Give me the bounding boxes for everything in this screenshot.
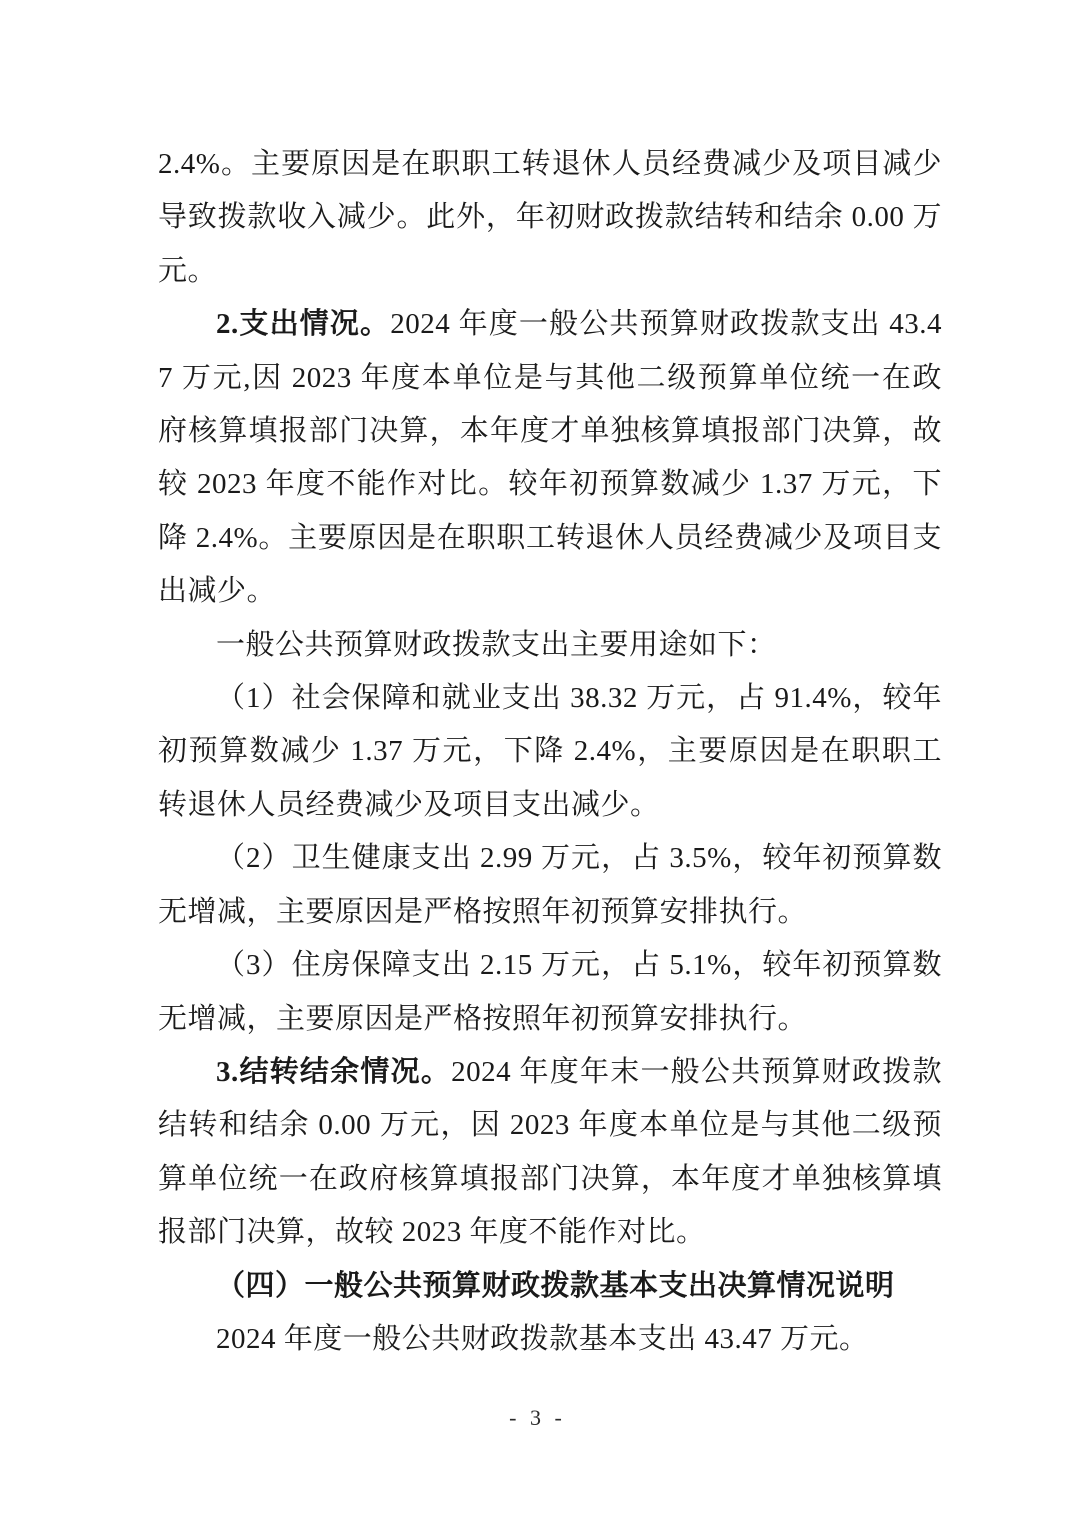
text-run: （3）住房保障支出 2.15 万元，占 5.1%，较年初预算数无增减，主要原因是严格按照年初预算安排执行。 [158,949,942,1035]
text-run: （2）卫生健康支出 2.99 万元，占 3.5%，较年初预算数无增减，主要原因是严格按照年初预算安排执行。 [158,842,942,928]
text-run: 2.4%。主要原因是在职职工转退休人员经费减少及项目减少导致拨款收入减少。此外，年初财政拨款结转和结余 0.00 万元。 [158,148,942,287]
text-run: 2024 年度年末一般公共预算财政拨款结转和结余 0.00 万元，因 2023 年度本单位是与其他二级预算单位统一在政府核算填报部门决算，本年度才单独核算填报部门决算，故较 2023 年度不能作对比。 [158,1055,942,1249]
paragraph [158,619,942,672]
paragraph [158,1313,942,1366]
paragraph [158,1260,942,1313]
text-run: 2024 年度一般公共预算财政拨款支出 43.47 万元,因 2023 年度本单位是与其他二级预算单位统一在政府核算填报部门决算，本年度才单独核算填报部门决算，故较 2023 年度不能作对比。较年初预算数减少 1.37 万元，下降 2.4%。主要原因是在职职工转退休人员经费减少及项目支出减少。 [158,308,942,608]
paragraph [158,298,942,618]
page-number: - 3 - [509,1405,566,1430]
paragraph [158,138,942,298]
bold-text-run: 2.支出情况。 [216,308,391,341]
paragraph [158,832,942,939]
paragraph [158,939,942,1046]
bold-text-run: （四）一般公共预算财政拨款基本支出决算情况说明 [216,1269,895,1302]
text-run: 2024 年度一般公共财政拨款基本支出 43.47 万元。 [216,1322,869,1355]
text-run: 一般公共预算财政拨款支出主要用途如下： [216,628,777,661]
bold-text-run: 3.结转结余情况。 [216,1055,452,1088]
paragraph [158,672,942,832]
document-body [158,138,942,1366]
paragraph [158,1046,942,1260]
text-run: （1）社会保障和就业支出 38.32 万元，占 91.4%，较年初预算数减少 1.37 万元，下降 2.4%，主要原因是在职职工转退休人员经费减少及项目支出减少。 [158,682,942,821]
